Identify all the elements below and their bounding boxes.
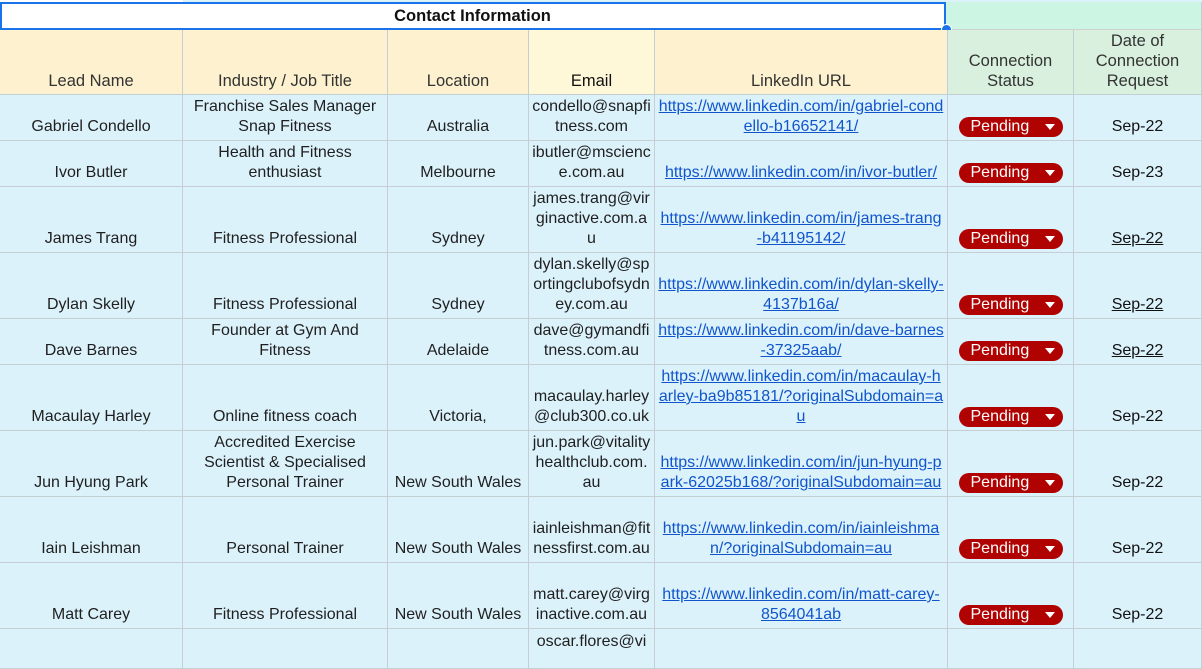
date-text: Sep-22: [1111, 296, 1164, 313]
status-dropdown[interactable]: [959, 473, 1063, 493]
cell-status[interactable]: [948, 563, 1074, 629]
email-text: ibutler@mscience.com.au: [532, 144, 651, 181]
industry-text: Fitness Professional: [212, 606, 358, 623]
date-text: Sep-22: [1111, 408, 1164, 425]
cell-date[interactable]: [1074, 365, 1202, 431]
cell-email[interactable]: [529, 365, 655, 431]
cell-date[interactable]: [1074, 141, 1202, 187]
cell-date[interactable]: [1074, 95, 1202, 141]
cell-email[interactable]: [529, 431, 655, 497]
cell-status[interactable]: [948, 319, 1074, 365]
cell-industry[interactable]: [183, 253, 388, 319]
cell-linkedin[interactable]: [655, 187, 948, 253]
section-title: Contact Information: [394, 6, 551, 25]
name-text: Dylan Skelly: [46, 296, 136, 313]
email-text: matt.carey@virginactive.com.au: [533, 586, 650, 623]
header-industry[interactable]: Industry / Job Title: [183, 30, 388, 95]
date-text: Sep-22: [1111, 118, 1164, 135]
industry-text: Fitness Professional: [212, 296, 358, 313]
name-text: Ivor Butler: [54, 164, 128, 181]
location-text: New South Wales: [394, 606, 522, 623]
name-text: Jun Hyung Park: [34, 474, 148, 491]
location-text: Adelaide: [426, 342, 490, 359]
cell-location[interactable]: [388, 629, 529, 669]
status-label: Pending: [970, 164, 1030, 181]
date-text: Sep-22: [1111, 230, 1164, 247]
cell-status[interactable]: [948, 95, 1074, 141]
header-email[interactable]: Email: [529, 30, 655, 95]
name-text: Matt Carey: [51, 606, 131, 623]
cell-email[interactable]: [529, 563, 655, 629]
cell-industry[interactable]: [183, 365, 388, 431]
cell-location[interactable]: [388, 95, 529, 141]
cell-name[interactable]: [0, 141, 183, 187]
cell-date[interactable]: [1074, 187, 1202, 253]
location-text: New South Wales: [394, 474, 522, 491]
industry-text: Fitness Professional: [212, 230, 358, 247]
cell-name[interactable]: [0, 319, 183, 365]
cell-email[interactable]: [529, 319, 655, 365]
date-text: Sep-22: [1111, 540, 1164, 557]
cell-status[interactable]: [948, 253, 1074, 319]
header-linkedin[interactable]: LinkedIn URL: [655, 30, 948, 95]
email-text: oscar.flores@vi: [536, 633, 647, 650]
caret-down-icon: [1045, 480, 1055, 486]
status-dropdown[interactable]: [959, 163, 1063, 183]
industry-text: Personal Trainer: [226, 540, 344, 557]
cell-location[interactable]: [388, 365, 529, 431]
status-label: Pending: [970, 606, 1030, 623]
cell-status[interactable]: [948, 629, 1074, 669]
empty-green-top-cell[interactable]: [946, 2, 1202, 30]
status-dropdown[interactable]: [959, 229, 1063, 249]
status-dropdown[interactable]: [959, 341, 1063, 361]
cell-email[interactable]: [529, 497, 655, 563]
cell-linkedin[interactable]: [655, 497, 948, 563]
cell-name[interactable]: [0, 253, 183, 319]
cell-location[interactable]: [388, 319, 529, 365]
cell-linkedin[interactable]: [655, 431, 948, 497]
linkedin-link[interactable]: https://www.linkedin.com/in/ivor-butler/: [664, 164, 938, 181]
linkedin-link[interactable]: https://www.linkedin.com/in/dave-barnes-37325aab/: [658, 322, 944, 359]
cell-email[interactable]: [529, 141, 655, 187]
status-dropdown[interactable]: [959, 117, 1063, 137]
header-location[interactable]: Location: [388, 30, 529, 95]
cell-industry[interactable]: [183, 319, 388, 365]
linkedin-link[interactable]: https://www.linkedin.com/in/gabriel-condello-b16652141/: [658, 98, 944, 135]
date-text: Sep-22: [1111, 474, 1164, 491]
caret-down-icon: [1045, 170, 1055, 176]
cell-name[interactable]: [0, 629, 183, 669]
cell-linkedin[interactable]: [655, 365, 948, 431]
cell-date[interactable]: [1074, 431, 1202, 497]
industry-text: Online fitness coach: [212, 408, 358, 425]
status-label: Pending: [970, 540, 1030, 557]
linkedin-link[interactable]: https://www.linkedin.com/in/jun-hyung-park-62025b168/?originalSubdomain=au: [660, 454, 942, 491]
status-label: Pending: [970, 230, 1030, 247]
industry-text: Founder at Gym And Fitness: [211, 322, 359, 359]
email-text: dave@gymandfitness.com.au: [533, 322, 650, 359]
name-text: Gabriel Condello: [31, 118, 151, 135]
cell-status[interactable]: [948, 141, 1074, 187]
cell-linkedin[interactable]: [655, 95, 948, 141]
cell-location[interactable]: [388, 187, 529, 253]
cell-email[interactable]: [529, 253, 655, 319]
status-label: Pending: [970, 296, 1030, 313]
date-text: Sep-22: [1111, 342, 1164, 359]
cell-date[interactable]: [1074, 563, 1202, 629]
email-text: dylan.skelly@sportingclubofsydney.com.au: [533, 256, 650, 313]
cell-industry[interactable]: [183, 629, 388, 669]
date-text: Sep-23: [1111, 164, 1164, 181]
cell-status[interactable]: [948, 431, 1074, 497]
cell-date[interactable]: [1074, 629, 1202, 669]
location-text: Sydney: [431, 230, 485, 247]
cell-email[interactable]: [529, 629, 655, 669]
industry-text: Franchise Sales Manager Snap Fitness: [193, 98, 377, 135]
cell-email[interactable]: [529, 187, 655, 253]
cell-status[interactable]: [948, 365, 1074, 431]
caret-down-icon: [1045, 236, 1055, 242]
caret-down-icon: [1045, 612, 1055, 618]
caret-down-icon: [1045, 302, 1055, 308]
location-text: New South Wales: [394, 540, 522, 557]
cell-name[interactable]: [0, 431, 183, 497]
name-text: Iain Leishman: [41, 540, 141, 557]
location-text: Melbourne: [420, 164, 496, 181]
cell-location[interactable]: [388, 253, 529, 319]
cell-name[interactable]: [0, 497, 183, 563]
linkedin-link[interactable]: https://www.linkedin.com/in/dylan-skelly-4137b16a/: [658, 276, 944, 313]
cell-industry[interactable]: [183, 95, 388, 141]
header-lead-name[interactable]: Lead Name: [0, 30, 183, 95]
cell-location[interactable]: [388, 497, 529, 563]
status-label: Pending: [970, 342, 1030, 359]
section-title-cell[interactable]: [0, 2, 946, 30]
industry-text: Accredited Exercise Scientist & Specialised Personal Trainer: [204, 434, 366, 491]
cell-industry[interactable]: [183, 563, 388, 629]
name-text: James Trang: [44, 230, 138, 247]
email-text: jun.park@vitalityhealthclub.com.au: [532, 434, 651, 491]
cell-linkedin[interactable]: [655, 563, 948, 629]
cell-industry[interactable]: [183, 141, 388, 187]
cell-status[interactable]: [948, 187, 1074, 253]
header-status[interactable]: Connection Status: [948, 30, 1074, 95]
industry-text: Health and Fitness enthusiast: [218, 144, 352, 181]
status-label: Pending: [970, 408, 1030, 425]
name-text: Dave Barnes: [44, 342, 138, 359]
location-text: Victoria,: [429, 408, 487, 425]
caret-down-icon: [1045, 348, 1055, 354]
status-label: Pending: [970, 118, 1030, 135]
location-text: Australia: [426, 118, 490, 135]
header-date[interactable]: Date of Connection Request: [1074, 30, 1202, 95]
status-dropdown[interactable]: [959, 605, 1063, 625]
cell-name[interactable]: [0, 187, 183, 253]
name-text: Macaulay Harley: [31, 408, 151, 425]
cell-location[interactable]: [388, 431, 529, 497]
cell-linkedin[interactable]: [655, 319, 948, 365]
cell-linkedin[interactable]: [655, 141, 948, 187]
linkedin-link[interactable]: https://www.linkedin.com/in/macaulay-harley-ba9b85181/?originalSubdomain=au: [658, 368, 944, 425]
cell-email[interactable]: [529, 95, 655, 141]
cell-industry[interactable]: [183, 187, 388, 253]
status-dropdown[interactable]: [959, 295, 1063, 315]
cell-industry[interactable]: [183, 431, 388, 497]
cell-date[interactable]: [1074, 253, 1202, 319]
email-text: macaulay.harley@club300.co.uk: [533, 388, 650, 425]
cell-location[interactable]: [388, 141, 529, 187]
status-dropdown[interactable]: [959, 539, 1063, 559]
status-label: Pending: [970, 474, 1030, 491]
cell-location[interactable]: [388, 563, 529, 629]
cell-linkedin[interactable]: [655, 253, 948, 319]
caret-down-icon: [1045, 546, 1055, 552]
email-text: iainleishman@fitnessfirst.com.au: [532, 520, 651, 557]
linkedin-link[interactable]: https://www.linkedin.com/in/matt-carey-8564041ab: [662, 586, 940, 623]
cell-industry[interactable]: [183, 497, 388, 563]
status-dropdown[interactable]: [959, 407, 1063, 427]
linkedin-link[interactable]: https://www.linkedin.com/in/james-trang-b41195142/: [660, 210, 942, 247]
email-text: condello@snapfitness.com: [532, 98, 651, 135]
date-text: Sep-22: [1111, 606, 1164, 623]
caret-down-icon: [1045, 124, 1055, 130]
cell-status[interactable]: [948, 497, 1074, 563]
cell-date[interactable]: [1074, 319, 1202, 365]
cell-linkedin[interactable]: [655, 629, 948, 669]
location-text: Sydney: [431, 296, 485, 313]
linkedin-link[interactable]: https://www.linkedin.com/in/iainleishman/?originalSubdomain=au: [662, 520, 940, 557]
cell-name[interactable]: [0, 95, 183, 141]
email-text: james.trang@virginactive.com.au: [533, 190, 650, 247]
cell-date[interactable]: [1074, 497, 1202, 563]
cell-name[interactable]: [0, 563, 183, 629]
caret-down-icon: [1045, 414, 1055, 420]
cell-name[interactable]: [0, 365, 183, 431]
